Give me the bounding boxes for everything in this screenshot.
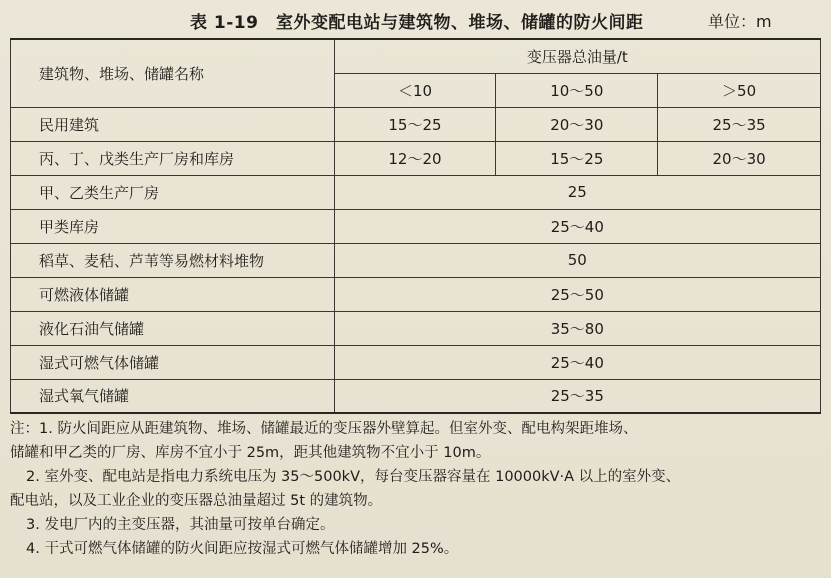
cell-value: 20～30 xyxy=(658,141,821,175)
cell-merged-value: 35～80 xyxy=(334,311,820,345)
note-line: 储罐和甲乙类的厂房、库房不宜小于 25m，距其他建筑物不宜小于 10m。 xyxy=(10,445,491,461)
cell-value: 20～30 xyxy=(496,107,658,141)
title-row xyxy=(0,6,831,32)
table-row xyxy=(11,243,821,277)
table-row xyxy=(11,379,821,413)
table-row xyxy=(11,141,821,175)
table-row xyxy=(11,311,821,345)
cell-merged-value: 25 xyxy=(334,175,820,209)
row-name: 民用建筑 xyxy=(11,107,335,141)
note-line: 3. 发电厂内的主变压器，其油量可按单台确定。 xyxy=(26,517,335,533)
row-name: 可燃液体储罐 xyxy=(11,277,335,311)
cell-merged-value: 25～40 xyxy=(334,209,820,243)
row-name: 丙、丁、戊类生产厂房和库房 xyxy=(11,141,335,175)
group-header: 变压器总油量/t xyxy=(334,39,820,73)
cell-merged-value: 25～50 xyxy=(334,277,820,311)
cell-value: 15～25 xyxy=(496,141,658,175)
col-header-lt10: ＜10 xyxy=(334,73,496,107)
notes-section xyxy=(10,417,825,561)
unit-label: 单位：m xyxy=(708,12,772,31)
cell-value: 12～20 xyxy=(334,141,496,175)
row-header: 建筑物、堆场、储罐名称 xyxy=(11,39,335,107)
cell-value: 15～25 xyxy=(334,107,496,141)
note-line: 配电站，以及工业企业的变压器总油量超过 5t 的建筑物。 xyxy=(10,493,383,509)
col-header-gt50: ＞50 xyxy=(658,73,821,107)
row-name: 液化石油气储罐 xyxy=(11,311,335,345)
table-row xyxy=(11,277,821,311)
row-name: 湿式氧气储罐 xyxy=(11,379,335,413)
table-row xyxy=(11,107,821,141)
table-row xyxy=(11,345,821,379)
cell-merged-value: 25～35 xyxy=(334,379,820,413)
table-row xyxy=(11,209,821,243)
table-row xyxy=(11,175,821,209)
note-line: 4. 干式可燃气体储罐的防火间距应按湿式可燃气体储罐增加 25%。 xyxy=(26,541,459,557)
fire-distance-table xyxy=(10,38,821,414)
note-line: 2. 室外变、配电站是指电力系统电压为 35～500kV，每台变压器容量在 10000kV·A 以上的室外变、 xyxy=(26,469,681,485)
cell-value: 25～35 xyxy=(658,107,821,141)
row-name: 甲类库房 xyxy=(11,209,335,243)
row-name: 甲、乙类生产厂房 xyxy=(11,175,335,209)
cell-merged-value: 25～40 xyxy=(334,345,820,379)
note-line: 注：1. 防火间距应从距建筑物、堆场、储罐最近的变压器外壁算起。但室外变、配电构架距堆场、 xyxy=(10,421,638,437)
row-name: 湿式可燃气体储罐 xyxy=(11,345,335,379)
table-title: 表 1-19 室外变配电站与建筑物、堆场、储罐的防火间距 xyxy=(190,13,644,33)
col-header-10-50: 10～50 xyxy=(496,73,658,107)
cell-merged-value: 50 xyxy=(334,243,820,277)
row-name: 稻草、麦秸、芦苇等易燃材料堆物 xyxy=(11,243,335,277)
